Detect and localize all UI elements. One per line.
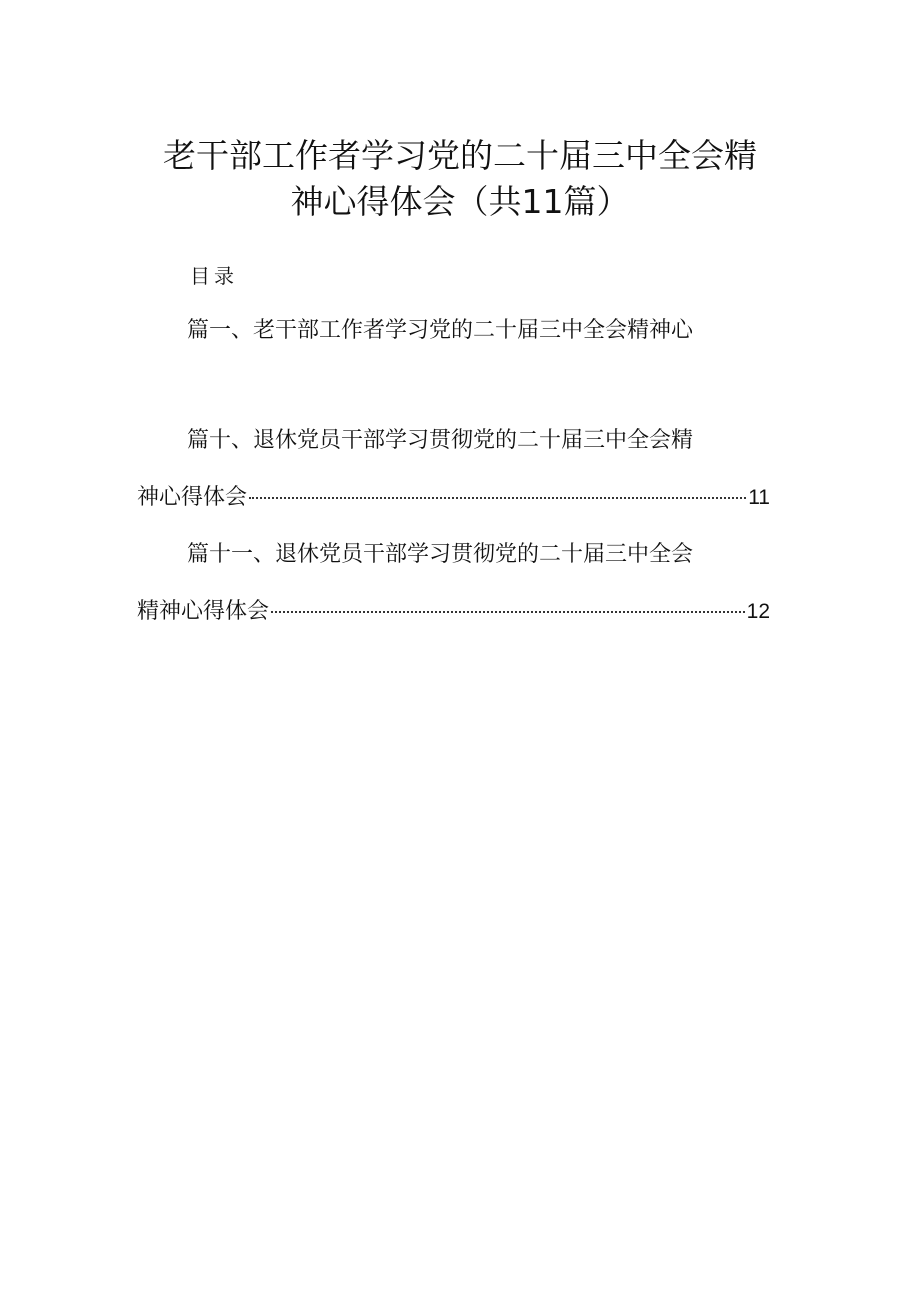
toc-entry-3-line-1[interactable]: 篇十一、退休党员干部学习贯彻党的二十届三中全会 <box>187 542 694 567</box>
toc-entry-1-line-1[interactable]: 篇一、老干部工作者学习党的二十届三中全会精神心 <box>187 318 694 343</box>
toc-entry-3-page-number: 12 <box>746 600 770 623</box>
toc-entry-3-line-2[interactable] <box>137 597 770 627</box>
toc-entry-2-line-2[interactable] <box>137 483 770 513</box>
toc-heading: 目录 <box>190 264 238 288</box>
toc-entry-2-line-1[interactable]: 篇十、退休党员干部学习贯彻党的二十届三中全会精 <box>187 428 694 453</box>
toc-entry-2-page-number: 11 <box>748 486 770 509</box>
dot-leader <box>271 611 745 613</box>
dot-leader <box>249 497 746 499</box>
document-title-line-1: 老干部工作者学习党的二十届三中全会精 <box>163 136 757 175</box>
document-title-line-2: 神心得体会（共11篇） <box>290 182 630 221</box>
toc-entry-3-text: 精神心得体会 <box>137 599 270 624</box>
toc-entry-2-text: 神心得体会 <box>137 485 248 510</box>
